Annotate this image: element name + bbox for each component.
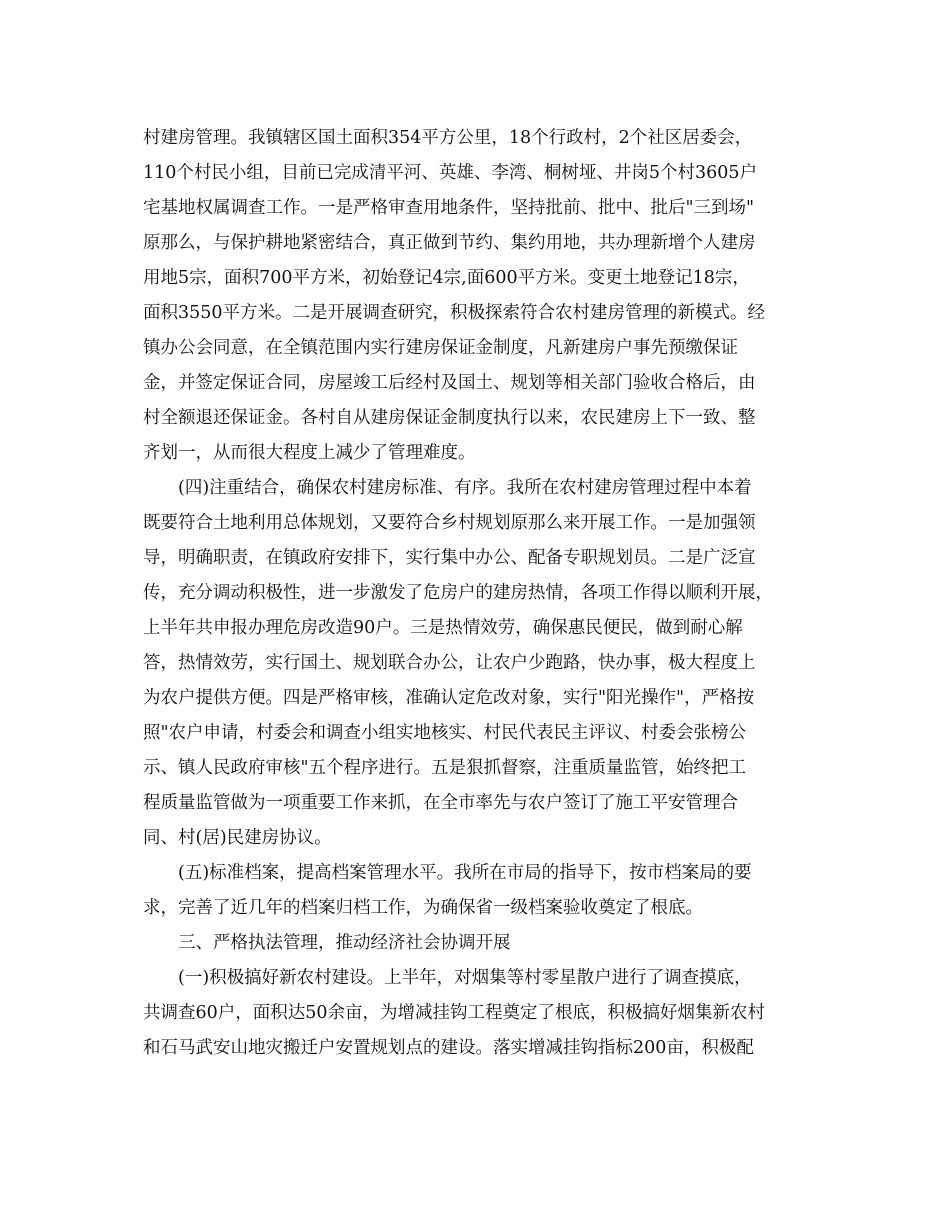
body-line: 同、村(居)民建房协议。 <box>143 828 332 848</box>
body-line: 照"农户申请，村委会和调查小组实地核实、村民代表民主评议、村委会张榜公 <box>143 723 747 743</box>
body-line: 答，热情效劳，实行国土、规划联合办公，让农户少跑路，快办事，极大程度上 <box>143 653 756 673</box>
body-line: 和石马武安山地灾搬迁户安置规划点的建设。落实增减挂钩指标200亩，积极配 <box>143 1038 754 1058</box>
section-heading: 三、严格执法管理，推动经济社会协调开展 <box>178 933 511 953</box>
body-line: 上半年共申报办理危房改造90户。三是热情效劳，确保惠民便民，做到耐心解 <box>143 618 743 638</box>
body-line: 镇办公会同意，在全镇范围内实行建房保证金制度，凡新建房户事先预缴保证 <box>143 338 738 358</box>
body-line: 导，明确职责，在镇政府安排下，实行集中办公、配备专职规划员。二是广泛宣 <box>143 548 756 568</box>
body-line: 原那么，与保护耕地紧密结合，真正做到节约、集约用地，共办理新增个人建房 <box>143 233 756 253</box>
body-line: 程质量监管做为一项重要工作来抓，在全市率先与农户签订了施工平安管理合 <box>143 793 738 813</box>
document-body <box>143 121 807 1066</box>
body-line: 金，并签定保证合同，房屋竣工后经村及国土、规划等相关部门验收合格后，由 <box>143 373 756 393</box>
paragraph-start-line: (四)注重结合，确保农村建房标准、有序。我所在农村建房管理过程中本着 <box>178 478 752 498</box>
body-line: 面积3550平方米。二是开展调查研究，积极探索符合农村建房管理的新模式。经 <box>143 303 766 323</box>
body-line: 村全额退还保证金。各村自从建房保证金制度执行以来，农民建房上下一致、整 <box>143 408 756 428</box>
paragraph-start-line: (一)积极搞好新农村建设。上半年，对烟集等村零星散户进行了调查摸底， <box>178 968 752 988</box>
body-line: 宅基地权属调查工作。一是严格审查用地条件，坚持批前、批中、批后"三到场" <box>143 198 755 218</box>
body-line: 既要符合土地利用总体规划，又要符合乡村规划原那么来开展工作。一是加强领 <box>143 513 756 533</box>
body-line: 求，完善了近几年的档案归档工作，为确保省一级档案验收奠定了根底。 <box>143 898 703 918</box>
body-line: 齐划一，从而很大程度上减少了管理难度。 <box>143 443 476 463</box>
body-line: 村建房管理。我镇辖区国土面积354平方公里，18个行政村，2个社区居委会， <box>143 128 753 148</box>
body-line: 共调查60户，面积达50余亩，为增减挂钩工程奠定了根底，积极搞好烟集新农村 <box>143 1003 766 1023</box>
body-line: 传，充分调动积极性，进一步激发了危房户的建房热情，各项工作得以顺利开展， <box>143 583 773 603</box>
body-line: 110个村民小组，目前已完成清平河、英雄、李湾、桐树垭、井岗5个村3605户 <box>143 163 758 183</box>
body-line: 示、镇人民政府审核"五个程序进行。五是狠抓督察，注重质量监管，始终把工 <box>143 758 747 778</box>
body-line: 为农户提供方便。四是严格审核，准确认定危改对象，实行"阳光操作"，严格按 <box>143 688 755 708</box>
paragraph-start-line: (五)标准档案，提高档案管理水平。我所在市局的指导下，按市档案局的要 <box>178 863 752 883</box>
body-line: 用地5宗，面积700平方米，初始登记4宗,面600平方米。变更土地登记18宗， <box>143 268 750 288</box>
